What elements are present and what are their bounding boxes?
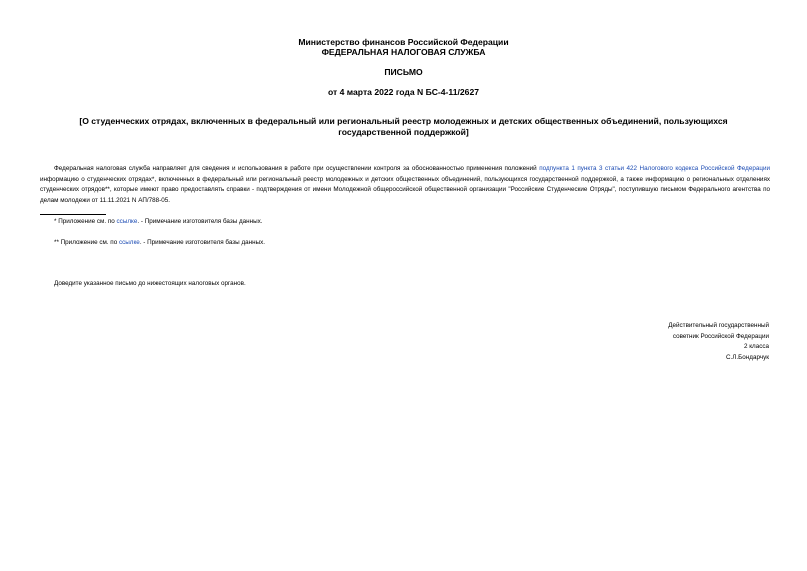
signature-rank-line1: Действительный государственный: [668, 322, 769, 329]
ministry-title: Министерство финансов Российской Федерации: [298, 37, 509, 47]
signature-rank-line2: советник Российской Федерации: [672, 332, 769, 340]
document-date: от 4 марта 2022 года N БС-4-11/2627: [327, 87, 480, 97]
signature-block: [668, 321, 769, 363]
document-subject: [О студенческих отрядах, включенных в федеральный или региональный реестр молодежных и детских общественных объединений, пользующихся государственной поддержкой]: [79, 116, 728, 137]
footnote-2-suffix: . - Примечание изготовителя базы данных.: [139, 239, 266, 246]
main-paragraph: [40, 164, 770, 206]
service-title: ФЕДЕРАЛЬНАЯ НАЛОГОВАЯ СЛУЖБА: [321, 47, 486, 57]
footnote-1-suffix: . - Примечание изготовителя базы данных.: [137, 218, 263, 225]
main-text-part2: информацию о студенческих отрядах*, включенных в федеральный или региональный реестр молодежных и детских общественных объединений, пользующихся государственной поддержкой, а также информацию о региональных отделениях студенческих отрядов**, которые имеют право предоставлять справки - подтверждения от имени Молодежной общероссийской общественной организации "Российские Студенческие Отряды", поступившую письмом Федерального агентства по делам молодежи от 11.11.2021 N АП/788-05.: [40, 175, 770, 204]
footnote-1: [54, 217, 263, 227]
signature-name: С.Л.Бондарчук: [725, 353, 769, 361]
footnote-1-link[interactable]: ссылке: [116, 218, 138, 225]
footnote-2-prefix: ** Приложение см. по: [54, 239, 119, 246]
footnote-divider: [40, 214, 106, 215]
main-text-part1: Федеральная налоговая служба направляет для сведения и использования в работе при осуществлении контроля за обоснованностью применения положений: [54, 165, 540, 172]
footnote-2: [54, 238, 265, 248]
closing-instruction: Доведите указанное письмо до нижестоящих налоговых органов.: [54, 280, 246, 287]
signature-rank-line3: 2 класса: [743, 343, 769, 350]
document-type: ПИСЬМО: [384, 67, 423, 77]
tax-code-link[interactable]: подпункта 1 пункта 3 статьи 422 Налогового кодекса Российской Федерации: [539, 165, 770, 172]
footnote-1-prefix: * Приложение см. по: [54, 218, 117, 225]
footnote-2-link[interactable]: ссылке: [118, 239, 140, 246]
